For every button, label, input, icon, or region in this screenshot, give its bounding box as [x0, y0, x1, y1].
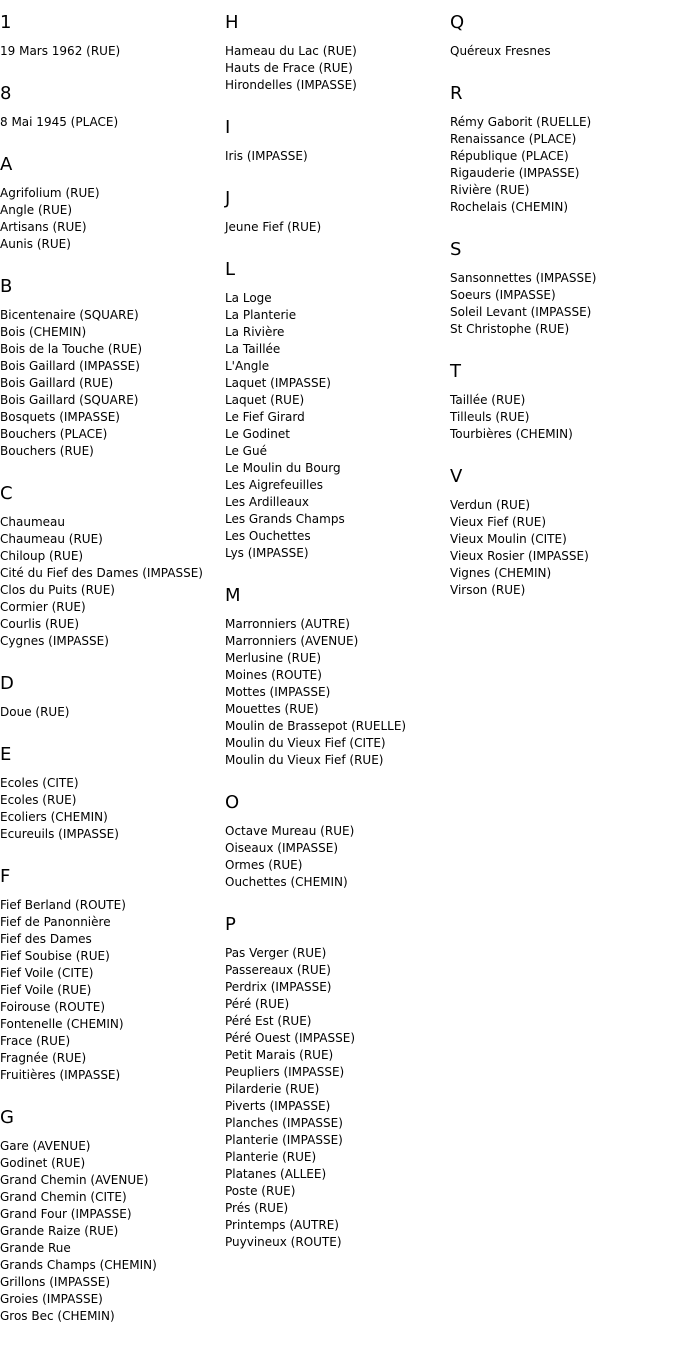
street-list — [0, 307, 222, 460]
street-item: Ecoliers (CHEMIN) — [0, 810, 108, 824]
street-item: Les Ardilleaux — [225, 495, 309, 509]
street-list — [0, 185, 222, 253]
street-item: Lys (IMPASSE) — [225, 546, 309, 560]
street-item: Fief de Panonnière — [0, 915, 111, 929]
street-list — [450, 497, 672, 599]
section-heading: L — [225, 259, 236, 280]
street-item: Chaumeau (RUE) — [0, 532, 103, 546]
street-item: Agrifolium (RUE) — [0, 186, 100, 200]
street-item: Grands Champs (CHEMIN) — [0, 1258, 157, 1272]
street-list — [225, 148, 447, 165]
street-item: Ecureuils (IMPASSE) — [0, 827, 119, 841]
street-list — [225, 945, 447, 1251]
street-item: Marronniers (AVENUE) — [225, 634, 359, 648]
street-item: Bois Gaillard (IMPASSE) — [0, 359, 140, 373]
section-heading: 1 — [0, 12, 12, 33]
section-v — [450, 467, 672, 599]
street-item: Aunis (RUE) — [0, 237, 71, 251]
section-c — [0, 484, 222, 650]
street-item: Fontenelle (CHEMIN) — [0, 1017, 124, 1031]
street-item: Mouettes (RUE) — [225, 702, 319, 716]
street-item: La Rivière — [225, 325, 285, 339]
section-f — [0, 867, 222, 1084]
street-list — [450, 270, 672, 338]
street-list — [0, 1138, 222, 1325]
street-item: Ecoles (RUE) — [0, 793, 77, 807]
section-heading: P — [225, 914, 236, 935]
section-heading: I — [225, 117, 231, 138]
street-item: Passereaux (RUE) — [225, 963, 331, 977]
street-item: Moulin du Vieux Fief (CITE) — [225, 736, 386, 750]
street-item: Gros Bec (CHEMIN) — [0, 1309, 115, 1323]
street-item: Printemps (AUTRE) — [225, 1218, 339, 1232]
street-item: Taillée (RUE) — [450, 393, 526, 407]
street-item: Chaumeau — [0, 515, 65, 529]
street-item: Groies (IMPASSE) — [0, 1292, 103, 1306]
street-item: Vieux Rosier (IMPASSE) — [450, 549, 589, 563]
street-list — [0, 43, 222, 60]
street-item: Péré Ouest (IMPASSE) — [225, 1031, 356, 1045]
street-item: Octave Mureau (RUE) — [225, 824, 355, 838]
section-heading: V — [450, 466, 463, 487]
street-item: Peupliers (IMPASSE) — [225, 1065, 345, 1079]
street-item: Fief Voile (RUE) — [0, 983, 92, 997]
street-list — [0, 775, 222, 843]
street-item: Vieux Moulin (CITE) — [450, 532, 567, 546]
street-item: Marronniers (AUTRE) — [225, 617, 350, 631]
street-list — [450, 43, 672, 60]
street-item: Soeurs (IMPASSE) — [450, 288, 556, 302]
section-8 — [0, 84, 222, 131]
street-item: Le Moulin du Bourg — [225, 461, 341, 475]
street-item: Hameau du Lac (RUE) — [225, 44, 357, 58]
street-list — [0, 114, 222, 131]
street-item: Clos du Puits (RUE) — [0, 583, 115, 597]
street-item: Moulin de Brassepot (RUELLE) — [225, 719, 407, 733]
street-item: Moines (ROUTE) — [225, 668, 322, 682]
section-t — [450, 362, 672, 443]
street-list — [450, 392, 672, 443]
street-item: Piverts (IMPASSE) — [225, 1099, 331, 1113]
street-item: Soleil Levant (IMPASSE) — [450, 305, 592, 319]
street-item: Planterie (IMPASSE) — [225, 1133, 343, 1147]
street-list — [0, 514, 222, 650]
street-item: Ecoles (CITE) — [0, 776, 79, 790]
section-o — [225, 793, 447, 891]
section-s — [450, 240, 672, 338]
street-item: Grillons (IMPASSE) — [0, 1275, 110, 1289]
street-item: Les Grands Champs — [225, 512, 345, 526]
street-item: Foirouse (ROUTE) — [0, 1000, 106, 1014]
street-item: Fief Soubise (RUE) — [0, 949, 110, 963]
street-item: Bouchers (RUE) — [0, 444, 94, 458]
section-e — [0, 745, 222, 843]
section-heading: J — [225, 188, 231, 209]
street-item: Péré (RUE) — [225, 997, 290, 1011]
street-item: Mottes (IMPASSE) — [225, 685, 331, 699]
street-item: Bicentenaire (SQUARE) — [0, 308, 139, 322]
street-list — [225, 219, 447, 236]
section-a — [0, 155, 222, 253]
street-item: L'Angle — [225, 359, 270, 373]
street-item: Bouchers (PLACE) — [0, 427, 108, 441]
street-list — [225, 616, 447, 769]
section-b — [0, 277, 222, 460]
section-heading: S — [450, 239, 462, 260]
street-item: Merlusine (RUE) — [225, 651, 322, 665]
street-item: Fief Berland (ROUTE) — [0, 898, 126, 912]
street-item: Frace (RUE) — [0, 1034, 71, 1048]
street-item: Pas Verger (RUE) — [225, 946, 327, 960]
street-item: Godinet (RUE) — [0, 1156, 86, 1170]
street-item: Planterie (RUE) — [225, 1150, 317, 1164]
section-m — [225, 586, 447, 769]
street-item: Bois (CHEMIN) — [0, 325, 87, 339]
street-item: Bosquets (IMPASSE) — [0, 410, 120, 424]
street-item: Ouchettes (CHEMIN) — [225, 875, 348, 889]
column-3 — [450, 13, 672, 599]
section-heading: M — [225, 585, 241, 606]
street-item: Ormes (RUE) — [225, 858, 303, 872]
section-1 — [0, 13, 222, 60]
street-item: Tourbières (CHEMIN) — [450, 427, 573, 441]
street-item: Courlis (RUE) — [0, 617, 80, 631]
section-h — [225, 13, 447, 94]
section-heading: A — [0, 154, 13, 175]
street-item: République (PLACE) — [450, 149, 569, 163]
street-item: Petit Marais (RUE) — [225, 1048, 334, 1062]
section-l — [225, 260, 447, 562]
street-item: Grand Chemin (AVENUE) — [0, 1173, 149, 1187]
street-item: Grand Four (IMPASSE) — [0, 1207, 132, 1221]
street-item: Cormier (RUE) — [0, 600, 86, 614]
street-list — [225, 43, 447, 94]
section-heading: R — [450, 83, 463, 104]
street-item: Poste (RUE) — [225, 1184, 296, 1198]
street-item: La Taillée — [225, 342, 281, 356]
street-item: Le Fief Girard — [225, 410, 305, 424]
section-i — [225, 118, 447, 165]
street-item: Vieux Fief (RUE) — [450, 515, 547, 529]
street-item: Hauts de Frace (RUE) — [225, 61, 353, 75]
section-heading: F — [0, 866, 11, 887]
street-item: Tilleuls (RUE) — [450, 410, 530, 424]
street-item: Fief des Dames — [0, 932, 92, 946]
street-item: Doue (RUE) — [0, 705, 70, 719]
street-item: Renaissance (PLACE) — [450, 132, 577, 146]
street-item: Gare (AVENUE) — [0, 1139, 91, 1153]
street-item: Le Godinet — [225, 427, 290, 441]
street-item: 8 Mai 1945 (PLACE) — [0, 115, 119, 129]
street-item: Fragnée (RUE) — [0, 1051, 87, 1065]
street-list — [450, 114, 672, 216]
section-heading: Q — [450, 12, 465, 33]
street-item: Rochelais (CHEMIN) — [450, 200, 569, 214]
street-item: Verdun (RUE) — [450, 498, 531, 512]
street-list — [225, 290, 447, 562]
street-item: Planches (IMPASSE) — [225, 1116, 343, 1130]
street-list — [0, 897, 222, 1084]
street-item: Fruitières (IMPASSE) — [0, 1068, 121, 1082]
section-d — [0, 674, 222, 721]
street-item: Pilarderie (RUE) — [225, 1082, 320, 1096]
section-j — [225, 189, 447, 236]
street-item: Oiseaux (IMPASSE) — [225, 841, 339, 855]
street-item: Virson (RUE) — [450, 583, 526, 597]
section-g — [0, 1108, 222, 1325]
street-item: Perdrix (IMPASSE) — [225, 980, 332, 994]
street-item: St Christophe (RUE) — [450, 322, 570, 336]
section-q — [450, 13, 672, 60]
street-item: Rivière (RUE) — [450, 183, 530, 197]
street-item: Bois Gaillard (RUE) — [0, 376, 114, 390]
street-item: Bois de la Touche (RUE) — [0, 342, 142, 356]
section-r — [450, 84, 672, 216]
street-item: La Planterie — [225, 308, 297, 322]
section-heading: G — [0, 1107, 14, 1128]
street-item: Laquet (RUE) — [225, 393, 305, 407]
street-item: Les Aigrefeuilles — [225, 478, 323, 492]
street-item: Fief Voile (CITE) — [0, 966, 94, 980]
street-item: Rigauderie (IMPASSE) — [450, 166, 580, 180]
street-list — [0, 704, 222, 721]
street-item: Les Ouchettes — [225, 529, 311, 543]
street-item: Vignes (CHEMIN) — [450, 566, 552, 580]
column-1 — [0, 13, 222, 1325]
street-item: Hirondelles (IMPASSE) — [225, 78, 357, 92]
street-item: Angle (RUE) — [0, 203, 73, 217]
street-item: Cité du Fief des Dames (IMPASSE) — [0, 566, 203, 580]
street-item: Prés (RUE) — [225, 1201, 289, 1215]
section-heading: B — [0, 276, 13, 297]
street-item: Grande Raize (RUE) — [0, 1224, 119, 1238]
street-item: Chiloup (RUE) — [0, 549, 84, 563]
street-item: 19 Mars 1962 (RUE) — [0, 44, 121, 58]
street-item: Bois Gaillard (SQUARE) — [0, 393, 139, 407]
section-heading: 8 — [0, 83, 12, 104]
street-item: Quéreux Fresnes — [450, 44, 551, 58]
street-item: Le Gué — [225, 444, 267, 458]
street-item: Cygnes (IMPASSE) — [0, 634, 109, 648]
street-item: Sansonnettes (IMPASSE) — [450, 271, 597, 285]
street-item: Grande Rue — [0, 1241, 71, 1255]
section-heading: E — [0, 744, 12, 765]
street-list — [225, 823, 447, 891]
street-item: Grand Chemin (CITE) — [0, 1190, 127, 1204]
section-heading: C — [0, 483, 13, 504]
street-item: Artisans (RUE) — [0, 220, 87, 234]
street-item: Jeune Fief (RUE) — [225, 220, 322, 234]
section-heading: T — [450, 361, 461, 382]
column-2 — [225, 13, 447, 1251]
section-heading: D — [0, 673, 14, 694]
street-item: Laquet (IMPASSE) — [225, 376, 331, 390]
street-item: Rémy Gaborit (RUELLE) — [450, 115, 592, 129]
section-heading: H — [225, 12, 239, 33]
section-heading: O — [225, 792, 240, 813]
street-item: Péré Est (RUE) — [225, 1014, 312, 1028]
street-item: Moulin du Vieux Fief (RUE) — [225, 753, 384, 767]
street-item: Puyvineux (ROUTE) — [225, 1235, 342, 1249]
street-item: La Loge — [225, 291, 272, 305]
street-item: Platanes (ALLEE) — [225, 1167, 327, 1181]
section-p — [225, 915, 447, 1251]
street-item: Iris (IMPASSE) — [225, 149, 308, 163]
